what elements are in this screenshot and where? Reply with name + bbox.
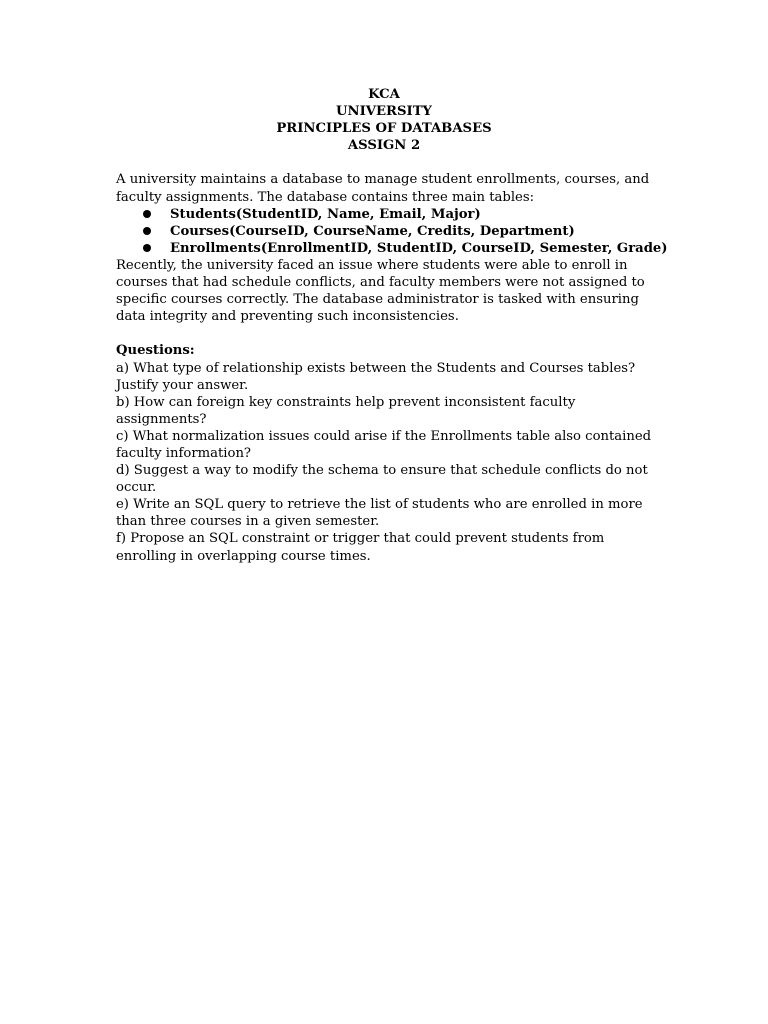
question-item: e) Write an SQL query to retrieve the list of students who are enrolled in more than three courses in a given semester. — [116, 497, 643, 530]
question-item: c) What normalization issues could arise if the Enrollments table also contained faculty information? — [116, 428, 652, 461]
document-heading — [116, 86, 652, 154]
heading-course: PRINCIPLES OF DATABASES — [276, 121, 492, 137]
document-body — [116, 86, 668, 565]
question-item: a) What type of relationship exists between the Students and Courses tables? Justify your answer. — [116, 360, 636, 393]
bullet-icon — [143, 244, 151, 252]
table-definition: Courses(CourseID, CourseName, Credits, Department) — [170, 223, 575, 239]
intro-paragraph: A university maintains a database to manage student enrollments, courses, and faculty assignments. The database contains three main tables: — [116, 172, 650, 205]
question-item: b) How can foreign key constraints help prevent inconsistent faculty assignments? — [116, 394, 576, 427]
scenario-paragraph: Recently, the university faced an issue where students were able to enroll in courses that had schedule conflicts, and faculty members were not assigned to specific courses correctly. The database administrator is tasked with ensuring data integrity and preventing such inconsistencies. — [116, 257, 645, 325]
question-item: f) Propose an SQL constraint or trigger that could prevent students from enrolling in overlapping course times. — [116, 531, 605, 564]
bullet-icon — [143, 227, 151, 235]
table-definition: Enrollments(EnrollmentID, StudentID, CourseID, Semester, Grade) — [170, 240, 668, 256]
heading-assignment: ASSIGN 2 — [347, 138, 421, 154]
table-list-item — [116, 240, 668, 257]
table-list — [116, 206, 668, 257]
heading-university: UNIVERSITY — [336, 104, 432, 120]
questions-heading: Questions: — [116, 343, 195, 359]
question-item: d) Suggest a way to modify the schema to ensure that schedule conflicts do not occur. — [116, 463, 648, 496]
bullet-icon — [143, 210, 151, 218]
questions-list — [116, 360, 652, 565]
table-list-item — [116, 223, 652, 240]
table-definition: Students(StudentID, Name, Email, Major) — [170, 206, 481, 222]
table-list-item — [116, 206, 652, 223]
heading-institution: KCA — [368, 87, 400, 102]
